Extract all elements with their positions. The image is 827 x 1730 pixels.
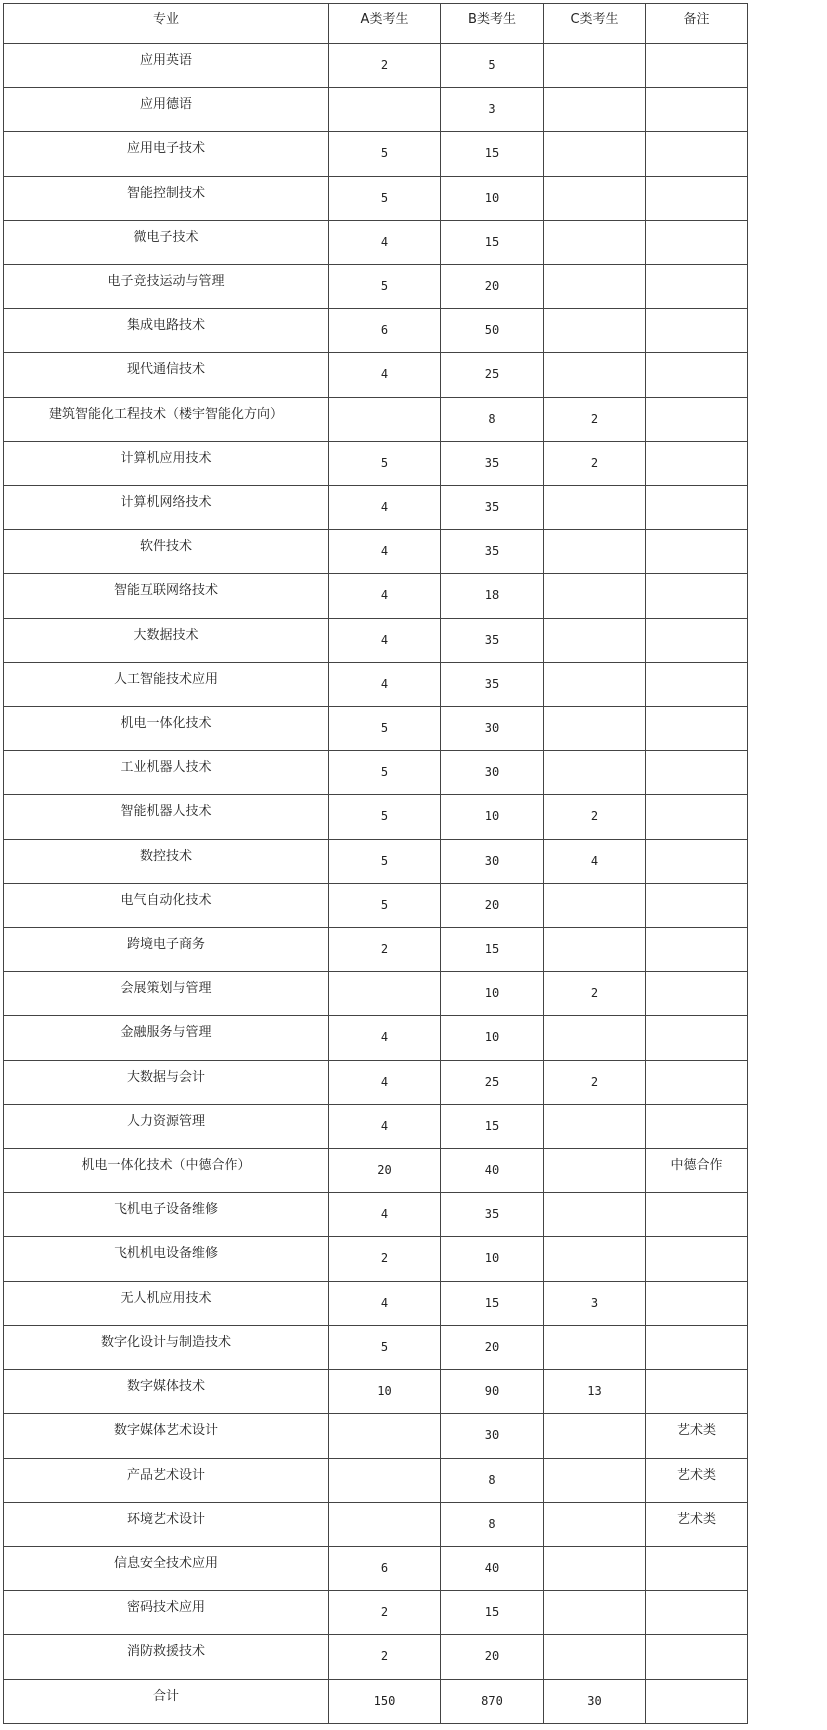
remarks-cell	[646, 1016, 748, 1060]
major-cell: 产品艺术设计	[4, 1458, 329, 1502]
remarks-cell	[646, 1591, 748, 1635]
class-b-cell: 20	[441, 265, 544, 309]
remarks-cell	[646, 1237, 748, 1281]
class-c-cell	[544, 530, 646, 574]
table-row	[4, 1414, 748, 1458]
major-cell: 大数据技术	[4, 618, 329, 662]
class-a-cell: 5	[329, 265, 441, 309]
class-c-cell	[544, 265, 646, 309]
remarks-cell	[646, 353, 748, 397]
class-b-cell: 25	[441, 353, 544, 397]
remarks-cell	[646, 1281, 748, 1325]
major-cell: 合计	[4, 1679, 329, 1723]
class-b-cell: 15	[441, 1104, 544, 1148]
major-cell: 计算机网络技术	[4, 486, 329, 530]
class-b-cell: 40	[441, 1546, 544, 1590]
class-a-cell: 5	[329, 795, 441, 839]
class-c-cell	[544, 662, 646, 706]
table-row	[4, 618, 748, 662]
remarks-cell	[646, 751, 748, 795]
class-b-cell: 25	[441, 1060, 544, 1104]
remarks-cell	[646, 88, 748, 132]
major-cell: 数字媒体技术	[4, 1370, 329, 1414]
major-cell: 跨境电子商务	[4, 928, 329, 972]
remarks-cell: 艺术类	[646, 1414, 748, 1458]
class-a-cell: 5	[329, 132, 441, 176]
class-c-cell	[544, 1635, 646, 1679]
class-a-cell: 6	[329, 309, 441, 353]
header-major: 专业	[4, 4, 329, 44]
class-b-cell: 15	[441, 1281, 544, 1325]
major-cell: 应用德语	[4, 88, 329, 132]
class-c-cell	[544, 1414, 646, 1458]
class-c-cell: 2	[544, 795, 646, 839]
class-a-cell: 5	[329, 751, 441, 795]
class-c-cell	[544, 88, 646, 132]
remarks-cell	[646, 574, 748, 618]
class-a-cell: 4	[329, 618, 441, 662]
class-c-cell: 2	[544, 1060, 646, 1104]
class-b-cell: 870	[441, 1679, 544, 1723]
class-a-cell: 10	[329, 1370, 441, 1414]
class-b-cell: 3	[441, 88, 544, 132]
major-cell: 机电一体化技术（中德合作）	[4, 1149, 329, 1193]
class-b-cell: 30	[441, 751, 544, 795]
table-row	[4, 972, 748, 1016]
class-b-cell: 35	[441, 1193, 544, 1237]
remarks-cell: 艺术类	[646, 1502, 748, 1546]
major-cell: 集成电路技术	[4, 309, 329, 353]
class-c-cell	[544, 1149, 646, 1193]
major-cell: 信息安全技术应用	[4, 1546, 329, 1590]
remarks-cell	[646, 441, 748, 485]
class-c-cell	[544, 574, 646, 618]
table-row	[4, 132, 748, 176]
remarks-cell	[646, 397, 748, 441]
table-row	[4, 1546, 748, 1590]
class-c-cell	[544, 707, 646, 751]
table-row	[4, 707, 748, 751]
class-b-cell: 15	[441, 1591, 544, 1635]
table-row	[4, 1104, 748, 1148]
class-a-cell: 4	[329, 574, 441, 618]
class-c-cell	[544, 44, 646, 88]
major-cell: 微电子技术	[4, 220, 329, 264]
class-a-cell: 6	[329, 1546, 441, 1590]
class-a-cell	[329, 972, 441, 1016]
class-b-cell: 8	[441, 397, 544, 441]
major-cell: 机电一体化技术	[4, 707, 329, 751]
table-row	[4, 88, 748, 132]
class-b-cell: 35	[441, 618, 544, 662]
class-c-cell: 4	[544, 839, 646, 883]
class-a-cell: 20	[329, 1149, 441, 1193]
major-cell: 密码技术应用	[4, 1591, 329, 1635]
class-b-cell: 30	[441, 1414, 544, 1458]
class-a-cell: 2	[329, 44, 441, 88]
class-a-cell: 5	[329, 441, 441, 485]
table-row	[4, 1591, 748, 1635]
table-row	[4, 44, 748, 88]
class-b-cell: 10	[441, 795, 544, 839]
class-c-cell	[544, 309, 646, 353]
remarks-cell	[646, 1060, 748, 1104]
table-row	[4, 1237, 748, 1281]
remarks-cell	[646, 883, 748, 927]
class-b-cell: 20	[441, 1325, 544, 1369]
class-b-cell: 10	[441, 176, 544, 220]
table-row	[4, 1502, 748, 1546]
class-b-cell: 10	[441, 1237, 544, 1281]
table-row	[4, 1458, 748, 1502]
class-c-cell	[544, 220, 646, 264]
remarks-cell	[646, 1325, 748, 1369]
table-row	[4, 751, 748, 795]
class-a-cell	[329, 1502, 441, 1546]
class-c-cell	[544, 1104, 646, 1148]
class-c-cell: 2	[544, 397, 646, 441]
class-b-cell: 40	[441, 1149, 544, 1193]
table-body	[4, 44, 748, 1724]
class-b-cell: 5	[441, 44, 544, 88]
class-a-cell	[329, 1458, 441, 1502]
remarks-cell	[646, 220, 748, 264]
class-b-cell: 35	[441, 441, 544, 485]
table-row	[4, 1370, 748, 1414]
table-row	[4, 1016, 748, 1060]
remarks-cell	[646, 972, 748, 1016]
major-cell: 消防救援技术	[4, 1635, 329, 1679]
class-c-cell	[544, 132, 646, 176]
class-a-cell	[329, 88, 441, 132]
class-c-cell: 2	[544, 972, 646, 1016]
major-cell: 电子竞技运动与管理	[4, 265, 329, 309]
header-remarks: 备注	[646, 4, 748, 44]
table-row	[4, 883, 748, 927]
table-row	[4, 1193, 748, 1237]
class-c-cell: 30	[544, 1679, 646, 1723]
table-row	[4, 795, 748, 839]
header-class-c: C类考生	[544, 4, 646, 44]
class-c-cell	[544, 353, 646, 397]
major-cell: 人工智能技术应用	[4, 662, 329, 706]
table-row	[4, 220, 748, 264]
table-row	[4, 574, 748, 618]
class-b-cell: 15	[441, 132, 544, 176]
remarks-cell: 中德合作	[646, 1149, 748, 1193]
class-b-cell: 18	[441, 574, 544, 618]
table-row	[4, 176, 748, 220]
remarks-cell	[646, 1193, 748, 1237]
table-row	[4, 839, 748, 883]
major-cell: 会展策划与管理	[4, 972, 329, 1016]
remarks-cell	[646, 486, 748, 530]
class-b-cell: 30	[441, 839, 544, 883]
class-a-cell: 5	[329, 1325, 441, 1369]
class-c-cell: 3	[544, 1281, 646, 1325]
class-b-cell: 30	[441, 707, 544, 751]
table-row	[4, 1060, 748, 1104]
class-b-cell: 35	[441, 486, 544, 530]
major-cell: 数字媒体艺术设计	[4, 1414, 329, 1458]
class-a-cell: 4	[329, 1281, 441, 1325]
major-cell: 软件技术	[4, 530, 329, 574]
class-b-cell: 35	[441, 530, 544, 574]
major-cell: 应用英语	[4, 44, 329, 88]
class-c-cell	[544, 1237, 646, 1281]
class-a-cell	[329, 397, 441, 441]
class-a-cell: 4	[329, 1104, 441, 1148]
table-row	[4, 1281, 748, 1325]
class-a-cell: 4	[329, 486, 441, 530]
remarks-cell	[646, 1546, 748, 1590]
header-class-b: B类考生	[441, 4, 544, 44]
remarks-cell	[646, 132, 748, 176]
class-a-cell: 4	[329, 530, 441, 574]
table-row	[4, 1635, 748, 1679]
remarks-cell	[646, 44, 748, 88]
class-b-cell: 20	[441, 1635, 544, 1679]
major-cell: 现代通信技术	[4, 353, 329, 397]
table-row	[4, 309, 748, 353]
class-a-cell: 2	[329, 928, 441, 972]
class-c-cell	[544, 1591, 646, 1635]
header-class-a: A类考生	[329, 4, 441, 44]
remarks-cell	[646, 839, 748, 883]
class-c-cell	[544, 1193, 646, 1237]
class-a-cell: 2	[329, 1635, 441, 1679]
class-a-cell: 2	[329, 1591, 441, 1635]
class-c-cell: 13	[544, 1370, 646, 1414]
class-c-cell	[544, 751, 646, 795]
class-a-cell: 150	[329, 1679, 441, 1723]
major-cell: 应用电子技术	[4, 132, 329, 176]
class-c-cell	[544, 1546, 646, 1590]
major-cell: 金融服务与管理	[4, 1016, 329, 1060]
class-b-cell: 20	[441, 883, 544, 927]
table-row	[4, 530, 748, 574]
remarks-cell	[646, 662, 748, 706]
remarks-cell	[646, 1679, 748, 1723]
class-b-cell: 90	[441, 1370, 544, 1414]
class-a-cell: 5	[329, 883, 441, 927]
remarks-cell	[646, 309, 748, 353]
class-c-cell	[544, 1325, 646, 1369]
class-a-cell: 4	[329, 1193, 441, 1237]
class-b-cell: 50	[441, 309, 544, 353]
class-a-cell: 2	[329, 1237, 441, 1281]
class-b-cell: 8	[441, 1458, 544, 1502]
class-c-cell	[544, 1458, 646, 1502]
class-c-cell: 2	[544, 441, 646, 485]
table-row	[4, 928, 748, 972]
class-a-cell: 4	[329, 220, 441, 264]
major-cell: 无人机应用技术	[4, 1281, 329, 1325]
major-cell: 环境艺术设计	[4, 1502, 329, 1546]
major-cell: 飞机机电设备维修	[4, 1237, 329, 1281]
table-row	[4, 353, 748, 397]
major-cell: 建筑智能化工程技术（楼宇智能化方向）	[4, 397, 329, 441]
class-b-cell: 15	[441, 928, 544, 972]
remarks-cell	[646, 1635, 748, 1679]
class-a-cell: 4	[329, 662, 441, 706]
class-c-cell	[544, 176, 646, 220]
remarks-cell	[646, 928, 748, 972]
class-c-cell	[544, 618, 646, 662]
class-c-cell	[544, 928, 646, 972]
table-header-row	[4, 4, 748, 44]
remarks-cell	[646, 618, 748, 662]
class-c-cell	[544, 486, 646, 530]
major-cell: 人力资源管理	[4, 1104, 329, 1148]
class-b-cell: 15	[441, 220, 544, 264]
remarks-cell	[646, 530, 748, 574]
major-cell: 智能互联网络技术	[4, 574, 329, 618]
table-row	[4, 1149, 748, 1193]
class-c-cell	[544, 883, 646, 927]
enrollment-table	[3, 3, 748, 1724]
major-cell: 智能机器人技术	[4, 795, 329, 839]
class-a-cell: 4	[329, 1060, 441, 1104]
remarks-cell	[646, 707, 748, 751]
major-cell: 飞机电子设备维修	[4, 1193, 329, 1237]
major-cell: 智能控制技术	[4, 176, 329, 220]
remarks-cell: 艺术类	[646, 1458, 748, 1502]
class-b-cell: 8	[441, 1502, 544, 1546]
table-row	[4, 662, 748, 706]
remarks-cell	[646, 795, 748, 839]
major-cell: 计算机应用技术	[4, 441, 329, 485]
table-row	[4, 1325, 748, 1369]
class-b-cell: 10	[441, 972, 544, 1016]
table-row	[4, 486, 748, 530]
table-row	[4, 397, 748, 441]
remarks-cell	[646, 1104, 748, 1148]
remarks-cell	[646, 265, 748, 309]
class-c-cell	[544, 1502, 646, 1546]
class-b-cell: 10	[441, 1016, 544, 1060]
major-cell: 工业机器人技术	[4, 751, 329, 795]
remarks-cell	[646, 1370, 748, 1414]
class-a-cell: 5	[329, 176, 441, 220]
class-a-cell: 4	[329, 353, 441, 397]
table-row	[4, 265, 748, 309]
major-cell: 数控技术	[4, 839, 329, 883]
class-a-cell: 5	[329, 707, 441, 751]
major-cell: 大数据与会计	[4, 1060, 329, 1104]
major-cell: 数字化设计与制造技术	[4, 1325, 329, 1369]
class-a-cell: 4	[329, 1016, 441, 1060]
class-b-cell: 35	[441, 662, 544, 706]
major-cell: 电气自动化技术	[4, 883, 329, 927]
class-a-cell	[329, 1414, 441, 1458]
class-a-cell: 5	[329, 839, 441, 883]
total-row	[4, 1679, 748, 1723]
class-c-cell	[544, 1016, 646, 1060]
remarks-cell	[646, 176, 748, 220]
table-row	[4, 441, 748, 485]
